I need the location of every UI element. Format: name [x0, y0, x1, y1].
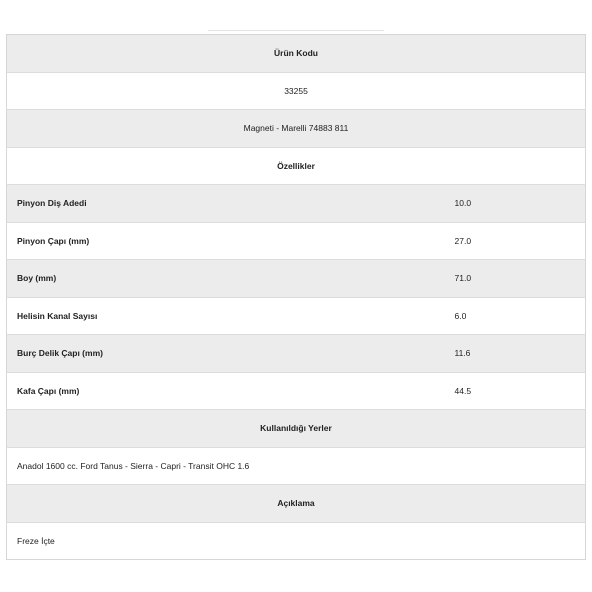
feature-label: Kafa Çapı (mm)	[7, 372, 445, 410]
features-header: Özellikler	[7, 147, 586, 185]
feature-row	[7, 372, 586, 410]
feature-value: 6.0	[445, 297, 586, 335]
usage-header-row	[7, 410, 586, 448]
feature-value: 10.0	[445, 185, 586, 223]
description-row	[7, 522, 586, 560]
feature-value: 44.5	[445, 372, 586, 410]
feature-value: 27.0	[445, 222, 586, 260]
usage-header: Kullanıldığı Yerler	[7, 410, 586, 448]
feature-value: 71.0	[445, 260, 586, 298]
product-code-header: Ürün Kodu	[7, 35, 586, 73]
cross-reference-row	[7, 110, 586, 148]
feature-row	[7, 260, 586, 298]
product-spec-table	[6, 34, 586, 560]
cross-reference: Magneti - Marelli 74883 811	[7, 110, 586, 148]
description-header-row	[7, 485, 586, 523]
product-code-header-row	[7, 35, 586, 73]
product-code-row	[7, 72, 586, 110]
description-text: Freze İçte	[7, 522, 586, 560]
feature-row	[7, 335, 586, 373]
description-header: Açıklama	[7, 485, 586, 523]
usage-text: Anadol 1600 cc. Ford Tanus - Sierra - Capri - Transit OHC 1.6	[7, 447, 586, 485]
feature-label: Burç Delik Çapı (mm)	[7, 335, 445, 373]
feature-label: Helisin Kanal Sayısı	[7, 297, 445, 335]
feature-value: 11.6	[445, 335, 586, 373]
feature-row	[7, 297, 586, 335]
features-header-row	[7, 147, 586, 185]
feature-row	[7, 222, 586, 260]
usage-row	[7, 447, 586, 485]
feature-label: Pinyon Diş Adedi	[7, 185, 445, 223]
feature-label: Boy (mm)	[7, 260, 445, 298]
feature-row	[7, 185, 586, 223]
product-code: 33255	[7, 72, 586, 110]
feature-label: Pinyon Çapı (mm)	[7, 222, 445, 260]
